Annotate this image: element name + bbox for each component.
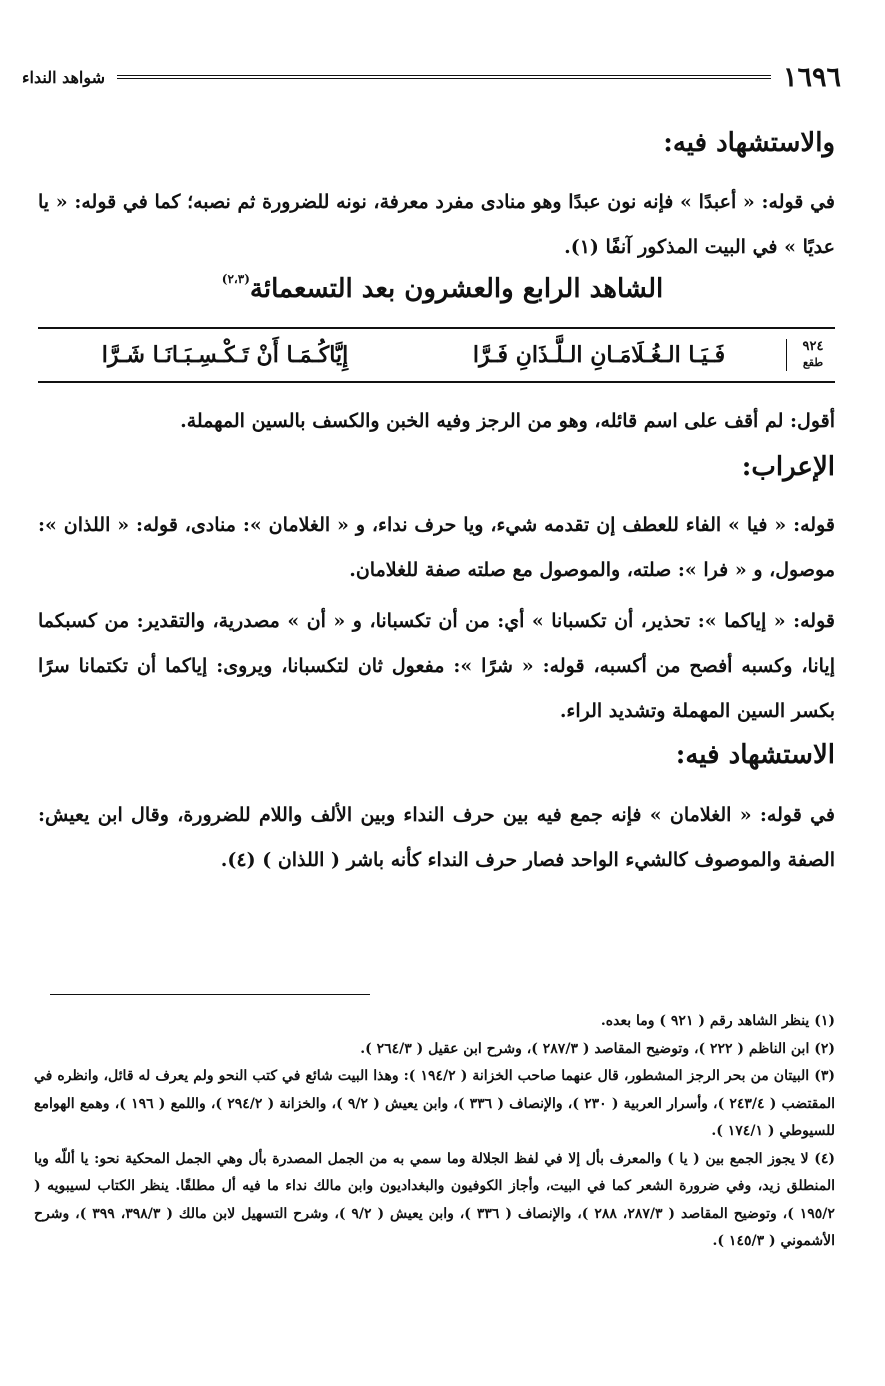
irab-paragraph-2: قوله: « إياكما »: تحذير، أن تكسبانا » أي: من أن تكسبانا، و « أن » مصدرية، والتقدير: من كسبكما إيانا، وكسبه أفصح من أكسبه، قوله: « شرًا »: مفعول ثان لتكسبانا، ويروى: إياكما أن تكتمانا سرًا بكسر السين المهملة وتشديد الراء. bbox=[38, 610, 835, 722]
verse-meter: طقع bbox=[802, 356, 824, 369]
aqul-paragraph: أقول: لم أقف على اسم قائله، وهو من الرجز وفيه الخبن والكسف بالسين المهملة. bbox=[180, 410, 835, 432]
section-title-note: (٢،٣) bbox=[221, 272, 250, 286]
running-header bbox=[22, 62, 841, 92]
header-rule bbox=[117, 75, 771, 79]
header-title: شواهد النداء bbox=[22, 67, 106, 87]
istishhad-heading-2: الاستشهاد فيه: bbox=[675, 740, 835, 770]
footnote-3: (٣) البيتان من بحر الرجز المشطور، قال عنهما صاحب الخزانة ( ١٩٤/٢ ): وهذا البيت شائع في كتب النحو ولم يعرف له قائل، وانظره في المقتضب ( ٢٤٣/٤ )، وأسرار العربية ( ٢٣٠ )، والإنصاف ( ٣٣٦ )، وابن يعيش ( ٩/٢ )، والخزانة ( ٢٩٤/٢ )، واللمع ( ١٩٦ )، وهمع الهوامع للسيوطي ( ١٧٤/١ ). bbox=[34, 1068, 836, 1139]
footnote-4: (٤) لا يجوز الجمع بين ( يا ) والمعرف بأل إلا في لفظ الجلالة وما سمي به من الجمل المصدرة بأل وهي الجمل المحكية نحو: يا أللّه ويا المنطلق زيد، وفي ضرورة الشعر كما في البيت، وأجاز الكوفيون والبغداديون وابن مالك نداء ما فيه أل مطلقًا. ينظر الكتاب لسيبويه ( ١٩٥/٢ )، وتوضيح المقاصد ( ٢٨٧/٣، ٢٨٨ )، والإنصاف ( ٣٣٦ )، وابن يعيش ( ٩/٢ )، وشرح التسهيل لابن مالك ( ٣٩٨/٣، ٣٩٩ )، وشرح الأشموني ( ١٤٥/٣ ). bbox=[34, 1150, 835, 1249]
verse-hemistich-2: إِيَّاكُـمَـا أَنْ تَـكْـسِـبَـانَـا شَـرَّا bbox=[101, 342, 349, 368]
verse-hemistich-1: فَـيَـا الـغُـلَامَـانِ الـلَّـذَانِ فَـرَّا bbox=[472, 342, 726, 368]
section-title bbox=[60, 272, 825, 304]
footnote-2: (٢) ابن الناظم ( ٢٢٢ )، وتوضيح المقاصد ( ٢٨٧/٣ )، وشرح ابن عقيل ( ٢٦٤/٣ ). bbox=[360, 1040, 835, 1057]
istishhad-heading-1: والاستشهاد فيه: bbox=[663, 128, 835, 158]
irab-paragraph-1: قوله: « فيا » الفاء للعطف إن تقدمه شيء، ويا حرف نداء، و « الغلامان »: منادى، قوله: « اللذان »: موصول، و « فرا »: صلته، والموصول مع صلته صفة للغلامان. bbox=[38, 514, 835, 581]
irab-heading: الإعراب: bbox=[741, 452, 835, 482]
verse-number-value: ٩٢٤ bbox=[802, 339, 824, 354]
istishhad-paragraph-1: في قوله: « أعبدًا » فإنه نون عبدًا وهو منادى مفرد معرفة، نونه للضرورة ثم نصبه؛ كما في قوله: « يا عديًا » في البيت المذكور آنفًا (١). bbox=[38, 191, 835, 258]
page-number: ١٦٩٦ bbox=[782, 61, 841, 93]
istishhad-paragraph-2: في قوله: « الغلامان » فإنه جمع فيه بين حرف النداء وبين الألف واللام للضرورة، وقال ابن يعيش: الصفة والموصوف كالشيء الواحد فصار حرف النداء كأنه باشر ( اللذان ) (٤). bbox=[38, 804, 835, 871]
footnotes bbox=[34, 1008, 835, 1256]
footnote-rule bbox=[50, 994, 370, 995]
verse-number bbox=[786, 339, 835, 371]
footnote-1: (١) ينظر الشاهد رقم ( ٩٢١ ) وما بعده. bbox=[600, 1013, 835, 1029]
verse-box bbox=[38, 327, 835, 383]
section-title-text: الشاهد الرابع والعشرون بعد التسعمائة bbox=[249, 274, 664, 304]
